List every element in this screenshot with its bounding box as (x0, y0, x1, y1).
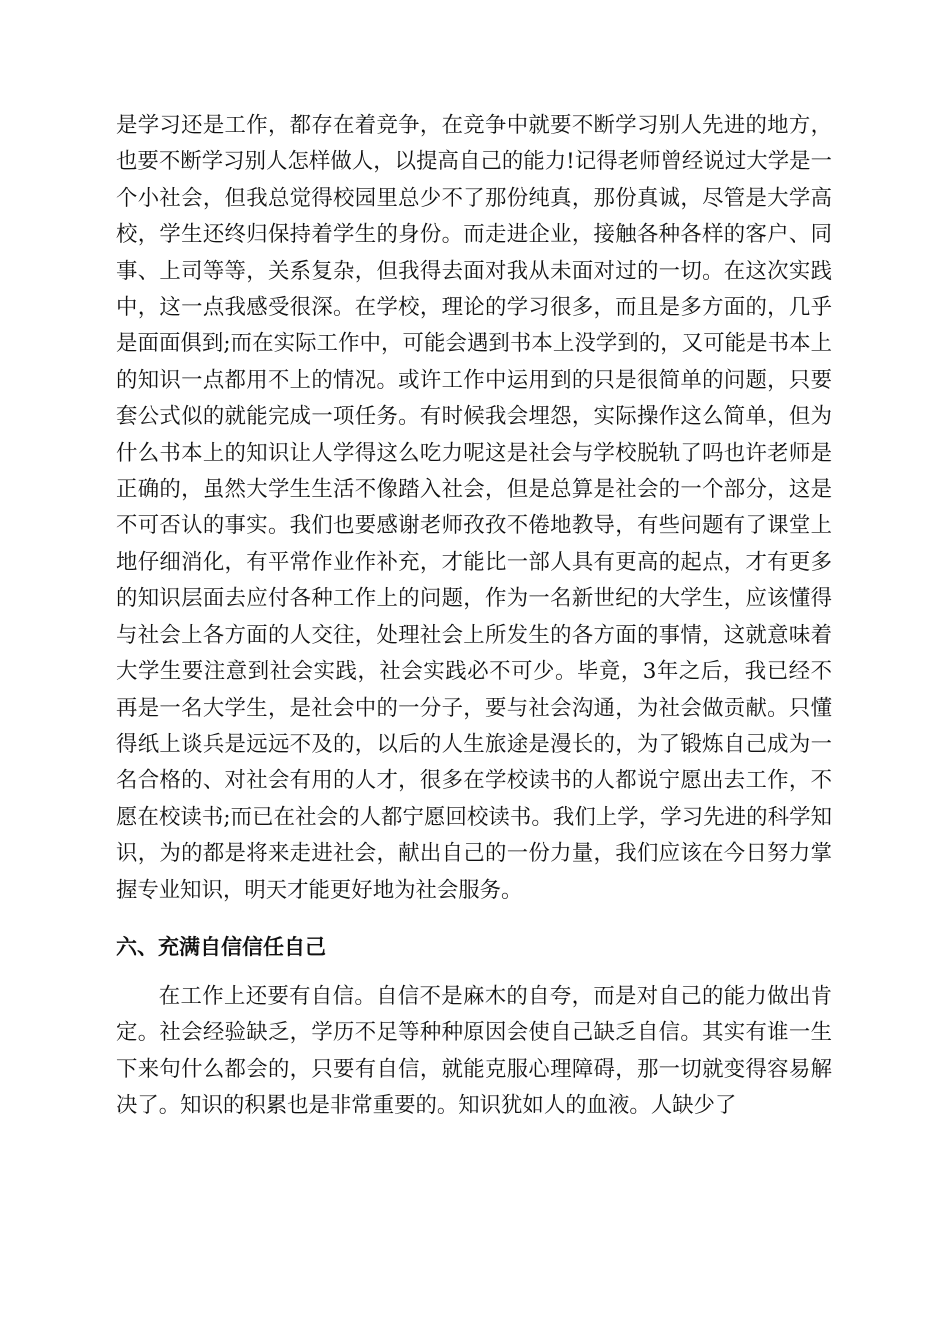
body-paragraph-continued: 是学习还是工作，都存在着竞争，在竞争中就要不断学习别人先进的地方，也要不断学习别人怎样做人，以提高自己的能力!记得老师曾经说过大学是一个小社会，但我总觉得校园里总少不了那份纯真，那份真诚，尽管是大学高校，学生还终归保持着学生的身份。而走进企业，接触各种各样的客户、同事、上司等等，关系复杂，但我得去面对我从未面对过的一切。在这次实践中，这一点我感受很深。在学校，理论的学习很多，而且是多方面的，几乎是面面俱到;而在实际工作中，可能会遇到书本上没学到的，又可能是书本上的知识一点都用不上的情况。或许工作中运用到的只是很简单的问题，只要套公式似的就能完成一项任务。有时候我会埋怨，实际操作这么简单，但为什么书本上的知识让人学得这么吃力呢这是社会与学校脱轨了吗也许老师是正确的，虽然大学生生活不像踏入社会，但是总算是社会的一个部分，这是不可否认的事实。我们也要感谢老师孜孜不倦地教导，有些问题有了课堂上地仔细消化，有平常作业作补充，才能比一部人具有更高的起点，才有更多的知识层面去应付各种工作上的问题，作为一名新世纪的大学生，应该懂得与社会上各方面的人交往，处理社会上所发生的各方面的事情，这就意味着大学生要注意到社会实践，社会实践必不可少。毕竟，3年之后，我已经不再是一名大学生，是社会中的一分子，要与社会沟通，为社会做贡献。只懂得纸上谈兵是远远不及的，以后的人生旅途是漫长的，为了锻炼自己成为一名合格的、对社会有用的人才，很多在学校读书的人都说宁愿出去工作，不愿在校读书;而已在社会的人都宁愿回校读书。我们上学，学习先进的科学知识，为的都是将来走进社会，献出自己的一份力量，我们应该在今日努力掌握专业知识，明天才能更好地为社会服务。 (116, 113, 832, 903)
section-heading: 六、充满自信信任自己 (116, 934, 326, 959)
body-paragraph: 在工作上还要有自信。自信不是麻木的自夸，而是对自己的能力做出肯定。社会经验缺乏，学历不足等种种原因会使自己缺乏自信。其实有谁一生下来句什么都会的，只要有自信，就能克服心理障碍，那一切就变得容易解决了。知识的积累也是非常重要的。知识犹如人的血液。人缺少了 (116, 983, 832, 1119)
